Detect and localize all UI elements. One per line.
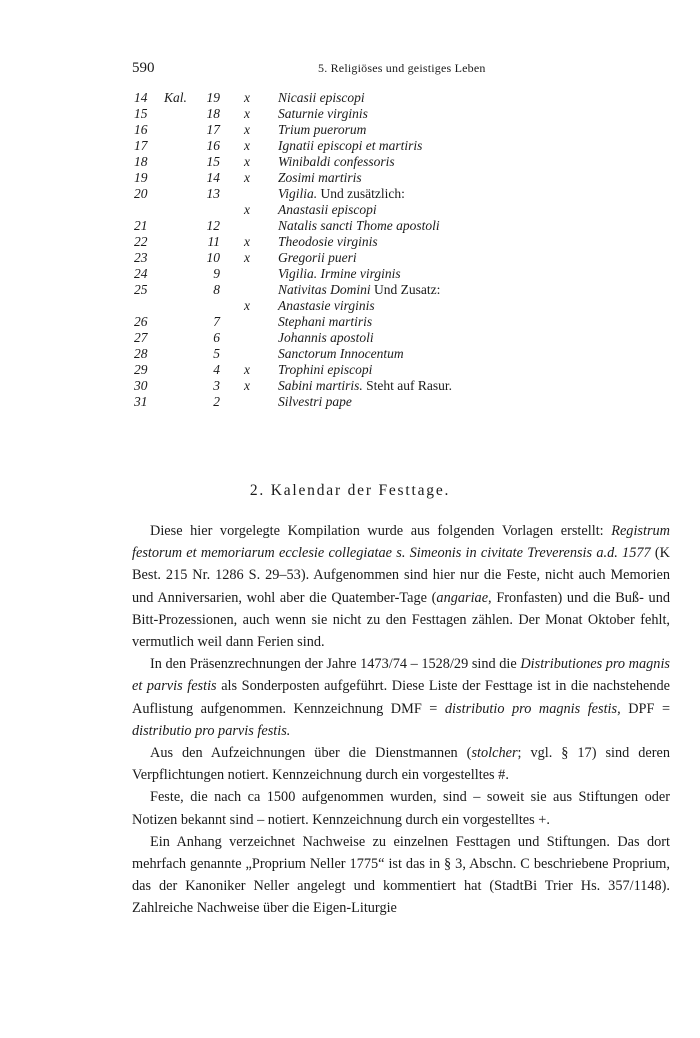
calendar-row (132, 394, 672, 410)
text-segment: Aus den Aufzeichnungen über die Dienstmannen ( (150, 745, 472, 762)
calendar-day: 30 (134, 378, 148, 393)
calendar-mark: x (244, 378, 250, 393)
body-paragraph (132, 520, 670, 653)
calendar-count: 12 (206, 218, 220, 233)
italic-segment: Distributiones pro magnis et parvis festis (132, 656, 670, 695)
calendar-count: 15 (206, 154, 220, 169)
calendar-count: 6 (213, 330, 220, 345)
calendar-day: 18 (134, 154, 148, 169)
feast-name: Sanctorum Innocentum (278, 346, 404, 361)
calendar-mark: x (244, 138, 250, 153)
calendar-row (132, 298, 672, 314)
text-segment: Diese hier vorgelegte Kompilation wurde aus folgenden Vorlagen erstellt: (150, 523, 612, 539)
calendar-day: 14 (134, 90, 148, 105)
calendar-count: 4 (213, 362, 220, 377)
calendar-day: 26 (134, 314, 148, 329)
calendar-row (132, 154, 672, 170)
calendar-row (132, 266, 672, 282)
calendar-row (132, 250, 672, 266)
calendar-mark: x (244, 122, 250, 137)
calendar-feast (278, 394, 352, 410)
calendar-feast (278, 138, 422, 154)
feast-name: Trophini episcopi (278, 362, 373, 377)
calendar-count: 18 (206, 106, 220, 121)
calendar-count: 3 (213, 378, 220, 393)
italic-segment: Registrum festorum et memoriarum ecclesie collegiatae s. Simeonis in civitate Treverensis a.d. 1577 (132, 523, 670, 562)
calendar-day: 17 (134, 138, 148, 153)
feast-name: Natalis sancti Thome apostoli (278, 218, 440, 233)
calendar-feast (278, 266, 401, 282)
calendar-row (132, 122, 672, 138)
italic-segment: angariae (436, 589, 489, 606)
calendar-feast (278, 314, 372, 330)
feast-name: Stephani martiris (278, 314, 373, 329)
italic-segment: distributio pro parvis festis. (132, 722, 291, 739)
calendar-day: 22 (134, 234, 148, 249)
calendar-mark: x (244, 362, 250, 377)
section-title: 2. Kalendar der Festtage. (249, 482, 451, 499)
calendar-mark: x (244, 202, 250, 217)
calendar-row (132, 362, 672, 378)
text-segment: (K Best. 215 Nr. 1286 S. 29–53). Aufgenommen sind hier nur die Feste, nicht auch Memorien und Anniversarien, wohl aber die Quatember-Tage ( (132, 545, 670, 606)
feast-name: Zosimi martiris (278, 170, 362, 185)
calendar-feast (278, 362, 372, 378)
calendar-mark: x (244, 298, 250, 313)
calendar-feast (278, 122, 366, 138)
calendar-row (132, 314, 672, 330)
text-segment: Feste, die nach ca 1500 aufgenommen wurden, sind – soweit sie aus Stiftungen oder Notizen bekannt sind – notiert. Kennzeichnung durch ein vorgestelltes +. (132, 789, 670, 828)
italic-segment: stolcher (471, 745, 518, 762)
calendar-row (132, 378, 672, 394)
calendar-feast (278, 106, 368, 122)
calendar-feast (278, 282, 440, 298)
calendar-count: 5 (213, 346, 220, 361)
text-segment: In den Präsenzrechnungen der Jahre 1473/74 – 1528/29 sind die (150, 656, 521, 673)
calendar-count: 8 (213, 282, 220, 297)
calendar-day: 16 (134, 122, 148, 137)
feast-name: Johannis apostoli (278, 330, 374, 345)
calendar-count: 2 (213, 394, 220, 409)
running-title: 5. Religiöses und geistiges Leben (318, 61, 486, 75)
calendar-row (132, 234, 672, 250)
calendar-feast (278, 298, 375, 314)
feast-note: Und Zusatz: (374, 282, 441, 297)
calendar-day: 19 (134, 170, 148, 185)
feast-name: Nativitas Domini (278, 282, 371, 297)
calendar-count: 19 (206, 90, 220, 105)
calendar-feast (278, 202, 377, 218)
calendar-day: 15 (134, 106, 148, 121)
calendar-count: 7 (213, 314, 220, 329)
calendar-day: 23 (134, 250, 148, 265)
calendar-feast (278, 90, 365, 106)
calendar-feast (278, 154, 395, 170)
calendar-feast (278, 330, 374, 346)
calendar-day: 25 (134, 282, 148, 297)
feast-name: Sabini martiris. (278, 378, 363, 393)
calendar-feast (278, 234, 378, 250)
calendar-feast (278, 250, 357, 266)
calendar-count: 14 (206, 170, 220, 185)
body-paragraph (132, 742, 670, 786)
calendar-day: 24 (134, 266, 148, 281)
calendar-row (132, 138, 672, 154)
calendar-row (132, 90, 672, 106)
calendar-day: 29 (134, 362, 148, 377)
page-number: 590 (132, 60, 155, 76)
calendar-count: 11 (207, 234, 220, 249)
body-text (132, 520, 670, 920)
calendar-row (132, 346, 672, 362)
feast-note: Steht auf Rasur. (366, 378, 453, 393)
feast-name: Anastasie virginis (278, 298, 375, 313)
text-segment: ; vgl. § 17) sind deren Verpflichtungen notiert. Kennzeichnung durch ein vorgestelltes #. (132, 745, 671, 784)
calendar-table (132, 90, 672, 410)
calendar-mark: x (244, 90, 250, 105)
feast-name: Gregorii pueri (278, 250, 357, 265)
running-header (132, 60, 672, 76)
calendar-row (132, 106, 672, 122)
feast-name: Ignatii episcopi et martiris (278, 138, 423, 153)
calendar-mark: x (244, 154, 250, 169)
text-segment: Ein Anhang verzeichnet Nachweise zu einzelnen Festtagen und Stiftungen. Das dort mehrfach genannte „Proprium Neller 1775“ ist das in § 3, Abschn. C beschriebene Proprium, das der Kanoniker Neller angelegt und kommentiert hat (StadtBi Trier Hs. 357/1148). Zahlreiche Nachweise über die Eigen-Liturgie (132, 833, 670, 917)
calendar-mark: x (244, 170, 250, 185)
calendar-mark: x (244, 250, 250, 265)
calendar-feast (278, 346, 404, 362)
calendar-day: 27 (134, 330, 148, 345)
calendar-day: 28 (134, 346, 148, 361)
calendar-feast (278, 170, 362, 186)
calendar-count: 13 (206, 186, 220, 201)
calendar-day: 20 (134, 186, 148, 201)
calendar-count: 16 (206, 138, 220, 153)
calendar-kalends: Kal. (164, 90, 187, 105)
calendar-feast (278, 378, 452, 394)
calendar-row (132, 282, 672, 298)
calendar-row (132, 330, 672, 346)
italic-segment: distributio pro magnis festis (444, 700, 618, 717)
body-paragraph (132, 831, 670, 920)
calendar-row (132, 202, 672, 218)
feast-name: Trium puerorum (278, 122, 367, 137)
calendar-count: 10 (206, 250, 220, 265)
calendar-row (132, 186, 672, 202)
calendar-count: 17 (206, 122, 220, 137)
text-segment: , Fronfasten) und die Buß- und Bitt-Prozessionen, auch wenn sie nicht zu den Festtagen zählen. Der Monat Oktober fehlt, vermutlich weil dann Ferien sind. (132, 589, 670, 651)
calendar-row (132, 170, 672, 186)
feast-note: Und zusätzlich: (320, 186, 405, 201)
feast-name: Anastasii episcopi (278, 202, 377, 217)
calendar-mark: x (244, 106, 250, 121)
body-paragraph (132, 653, 670, 742)
feast-name: Silvestri pape (278, 394, 352, 409)
text-segment: als Sonderposten aufgeführt. Diese Liste der Festtage ist in die nachstehende Auflistung aufgenommen. Kennzeichnung DMF = (132, 678, 670, 717)
calendar-mark: x (244, 234, 250, 249)
calendar-feast (278, 218, 440, 234)
feast-name: Saturnie virginis (278, 106, 368, 121)
feast-name: Vigilia. (278, 186, 318, 201)
feast-name: Vigilia. Irmine virginis (278, 266, 401, 281)
calendar-day: 31 (134, 394, 148, 409)
feast-name: Winibaldi confessoris (278, 154, 395, 169)
calendar-row (132, 218, 672, 234)
calendar-count: 9 (213, 266, 220, 281)
feast-name: Nicasii episcopi (278, 90, 365, 105)
calendar-day: 21 (134, 218, 148, 233)
body-paragraph (132, 786, 670, 830)
feast-name: Theodosie virginis (278, 234, 378, 249)
text-segment: , DPF = (617, 700, 671, 717)
calendar-feast (278, 186, 405, 202)
